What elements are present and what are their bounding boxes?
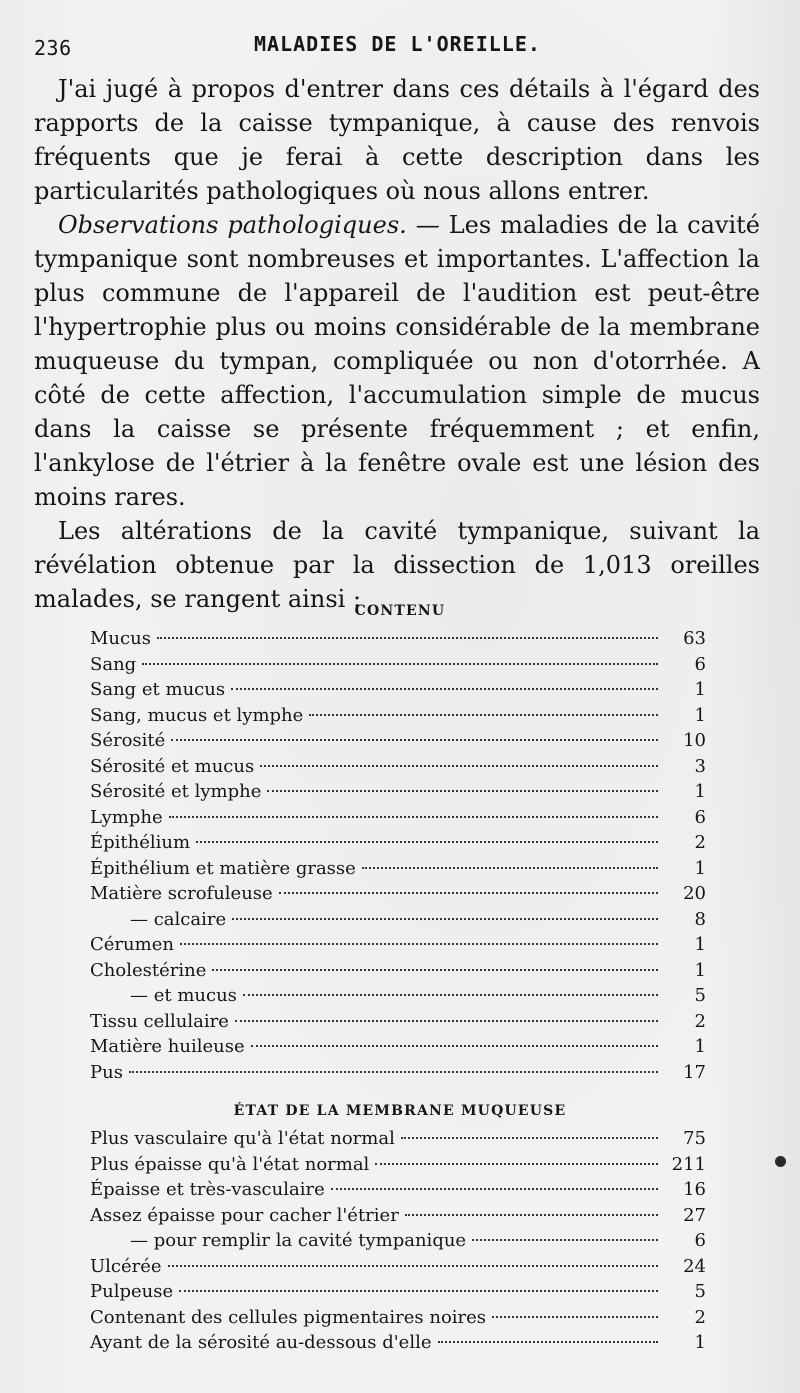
- row-value: 2: [694, 832, 706, 853]
- dot-leader: [331, 1188, 658, 1190]
- table-row: [90, 626, 710, 652]
- dot-leader: [362, 867, 658, 869]
- row-value: 5: [694, 1281, 706, 1302]
- dot-leader: [129, 1071, 658, 1073]
- row-label: — et mucus: [130, 985, 237, 1006]
- paragraph-2: [34, 208, 760, 514]
- dot-leader: [243, 994, 658, 996]
- row-value: 6: [694, 653, 706, 675]
- page-number: 236: [34, 36, 72, 60]
- dot-leader: [169, 816, 658, 818]
- row-label: Cholestérine: [90, 959, 207, 981]
- dot-leader: [180, 943, 658, 945]
- dot-leader: [251, 1045, 658, 1047]
- table-row: [90, 728, 710, 754]
- dot-leader: [157, 637, 658, 639]
- row-value: 6: [694, 806, 706, 828]
- row-label: Plus vasculaire qu'à l'état normal: [90, 1128, 395, 1149]
- row-label: Sang et mucus: [90, 679, 226, 700]
- row-value: 20: [683, 883, 706, 904]
- row-value: 6: [694, 1230, 706, 1251]
- table-row: [90, 1279, 710, 1305]
- table-row: [90, 958, 710, 984]
- table-row: [90, 1060, 710, 1086]
- row-value: 16: [683, 1179, 706, 1200]
- row-label: Épaisse et très-vasculaire: [90, 1179, 325, 1200]
- row-value: 5: [694, 985, 706, 1006]
- row-value: 2: [694, 1010, 706, 1032]
- row-value: 1: [694, 679, 706, 700]
- paragraph-1-text: J'ai jugé à propos d'entrer dans ces détails à l'égard des rapports de la caisse tympanique, à cause des renvois fréquents que je ferai à cette description dans les particularités pathologiques où nous allons entrer.: [34, 75, 760, 205]
- table-row: [90, 652, 710, 678]
- dot-leader: [231, 688, 658, 690]
- row-value: 1: [694, 934, 706, 955]
- row-label: Sérosité et mucus: [90, 755, 255, 777]
- row-label: Plus épaisse qu'à l'état normal: [90, 1153, 370, 1175]
- row-value: 8: [694, 908, 706, 930]
- row-value: 1: [694, 1332, 706, 1353]
- row-value: 27: [683, 1204, 706, 1226]
- dot-leader: [232, 918, 658, 920]
- row-label: Contenant des cellules pigmentaires noires: [90, 1306, 487, 1328]
- row-label: Épithélium et matière grasse: [90, 857, 356, 879]
- row-value: 1: [694, 959, 706, 981]
- row-value: 211: [671, 1153, 706, 1175]
- dot-leader: [309, 714, 658, 716]
- dot-leader: [267, 790, 658, 792]
- dot-leader: [401, 1137, 658, 1139]
- dot-leader: [235, 1020, 658, 1022]
- dot-leader: [260, 765, 658, 767]
- row-value: 1: [694, 857, 706, 879]
- dot-leader: [279, 892, 658, 894]
- table-row: [90, 830, 710, 856]
- row-value: 24: [683, 1255, 706, 1277]
- row-label: Sang, mucus et lymphe: [90, 704, 304, 726]
- row-value: 1: [694, 704, 706, 726]
- table-row: [90, 983, 710, 1009]
- dot-leader: [492, 1316, 658, 1318]
- table-row: [90, 881, 710, 907]
- table-row: [90, 703, 710, 729]
- dot-leader: [142, 663, 658, 665]
- row-label: Matière scrofuleuse: [90, 883, 273, 904]
- row-label: Pus: [90, 1061, 123, 1083]
- row-label: Ayant de la sérosité au-dessous d'elle: [90, 1332, 432, 1353]
- table-row: [90, 1254, 710, 1280]
- table-row: [90, 856, 710, 882]
- margin-mark: [775, 1156, 786, 1167]
- row-label: — pour remplir la cavité tympanique: [130, 1230, 467, 1251]
- row-label: Assez épaisse pour cacher l'étrier: [90, 1204, 399, 1226]
- table-membrane: [90, 1100, 710, 1356]
- row-label: Pulpeuse: [90, 1281, 174, 1302]
- dot-leader: [472, 1239, 658, 1241]
- table-row: [90, 1177, 710, 1203]
- dot-leader: [179, 1290, 658, 1292]
- row-label: Sérosité et lymphe: [90, 781, 262, 802]
- table-row: [90, 805, 710, 831]
- table-row: [90, 754, 710, 780]
- paragraph-2-lead: Observations pathologiques.: [58, 211, 407, 239]
- row-label: Sérosité: [90, 730, 166, 751]
- dot-leader: [212, 969, 658, 971]
- paragraph-1: [34, 72, 760, 208]
- table-row: [90, 1034, 710, 1060]
- row-label: Épithélium: [90, 832, 191, 853]
- table-title: CONTENU: [354, 603, 446, 619]
- table-row: [90, 1228, 710, 1254]
- table-row: [90, 1152, 710, 1178]
- table-row: [90, 779, 710, 805]
- body-text: [34, 72, 760, 616]
- row-value: 63: [683, 628, 706, 649]
- row-value: 1: [694, 781, 706, 802]
- dot-leader: [171, 739, 658, 741]
- table-row: [90, 1305, 710, 1331]
- row-label: — calcaire: [130, 908, 227, 930]
- paragraph-2-text: — Les maladies de la cavité tympanique sont nombreuses et importantes. L'affection la plus commune de l'appareil de l'audition est peut-être l'hypertrophie plus ou moins considérable de la membrane muqueuse du tympan, compliquée ou non d'otorrhée. A côté de cette affection, l'accumulation simple de mucus dans la caisse se présente fréquemment ; et enfin, l'ankylose de l'étrier à la fenêtre ovale est une lésion des moins rares.: [34, 211, 760, 511]
- dot-leader: [375, 1163, 658, 1165]
- dot-leader: [168, 1265, 658, 1267]
- table-rows: [90, 626, 710, 1085]
- table-row: [90, 677, 710, 703]
- row-label: Tissu cellulaire: [90, 1010, 229, 1032]
- dot-leader: [405, 1214, 658, 1216]
- row-value: 75: [683, 1128, 706, 1149]
- row-value: 3: [694, 755, 706, 777]
- row-label: Sang: [90, 653, 137, 675]
- table-row: [90, 1203, 710, 1229]
- table-row: [90, 1009, 710, 1035]
- row-label: Ulcérée: [90, 1255, 162, 1277]
- row-value: 10: [683, 730, 706, 751]
- row-value: 1: [694, 1036, 706, 1057]
- running-head: MALADIES DE L'OREILLE.: [254, 32, 541, 56]
- row-label: Cérumen: [90, 934, 174, 955]
- row-value: 2: [694, 1306, 706, 1328]
- table-row: [90, 907, 710, 933]
- page-header: [34, 30, 764, 66]
- dot-leader: [438, 1341, 659, 1343]
- row-label: Lymphe: [90, 806, 163, 828]
- dot-leader: [196, 841, 658, 843]
- table-contenu: [90, 600, 710, 1085]
- table-row: [90, 932, 710, 958]
- paragraph-3-text: Les altérations de la cavité tympanique, suivant la révélation obtenue par la dissection de 1,013 oreilles malades, se rangent ainsi :: [34, 517, 760, 613]
- table-row: [90, 1126, 710, 1152]
- table-title: ÉTAT DE LA MEMBRANE MUQUEUSE: [233, 1103, 567, 1119]
- row-value: 17: [683, 1061, 706, 1083]
- table-rows: [90, 1126, 710, 1356]
- row-label: Mucus: [90, 628, 151, 649]
- table-row: [90, 1330, 710, 1356]
- row-label: Matière huileuse: [90, 1036, 245, 1057]
